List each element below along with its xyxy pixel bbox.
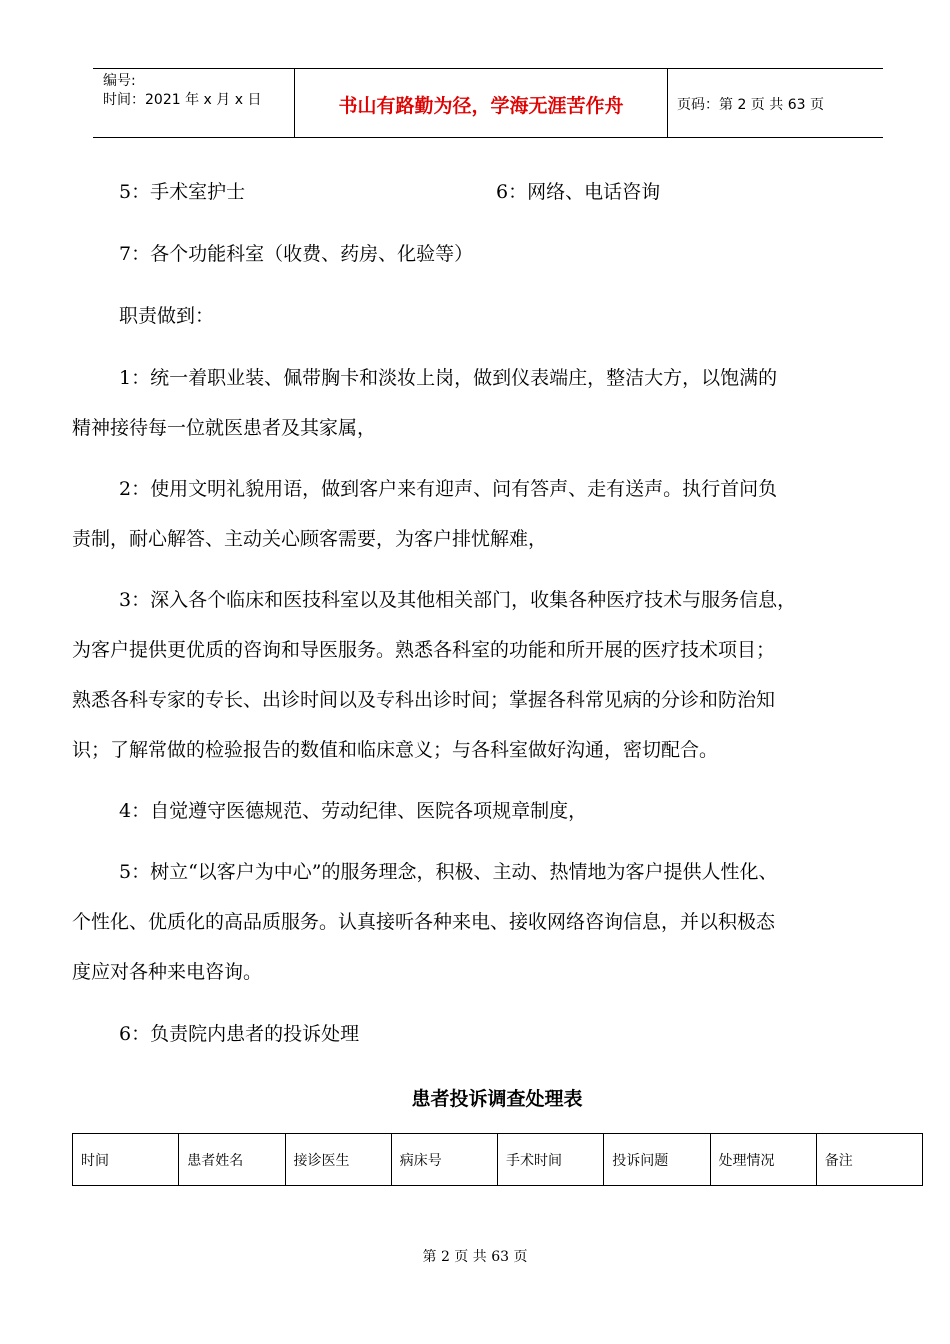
duty-3-line: 熟悉各科专家的专长、出诊时间以及专科出诊时间；掌握各科常见病的分诊和防治知 <box>72 689 776 711</box>
table-header-cell: 病床号 <box>391 1134 497 1186</box>
duty-2-line: 2：使用文明礼貌用语，做到客户来有迎声、问有答声、走有送声。执行首问负 <box>119 478 778 500</box>
table-header-cell: 患者姓名 <box>179 1134 285 1186</box>
table-header-cell: 手术时间 <box>498 1134 604 1186</box>
header-divider <box>667 69 668 137</box>
role-7: 7：各个功能科室（收费、药房、化验等） <box>119 243 474 265</box>
duty-5-line: 5：树立“以客户为中心”的服务理念，积极、主动、热情地为客户提供人性化、 <box>119 861 778 883</box>
header-meta <box>103 72 261 110</box>
duties-heading: 职责做到： <box>119 305 215 327</box>
duty-3-line: 为客户提供更优质的咨询和导医服务。熟悉各科室的功能和所开展的医疗技术项目； <box>72 639 776 661</box>
page-footer: 第 2 页 共 63 页 <box>422 1249 528 1265</box>
duty-6-line: 6：负责院内患者的投诉处理 <box>119 1023 360 1045</box>
duty-4-line: 4：自觉遵守医德规范、劳动纪律、医院各项规章制度， <box>119 800 588 822</box>
header-page-label: 页码：第 2 页 共 63 页 <box>677 97 824 113</box>
header-motto: 书山有路勤为径，学海无涯苦作舟 <box>338 95 624 117</box>
time-label: 时间：2021 年 x 月 x 日 <box>103 92 262 108</box>
table-header-cell: 时间 <box>73 1134 179 1186</box>
duty-1-line: 1：统一着职业装、佩带胸卡和淡妆上岗，做到仪表端庄，整洁大方，以饱满的 <box>119 367 778 389</box>
duty-3-line: 3：深入各个临床和医技科室以及其他相关部门，收集各种医疗技术与服务信息， <box>119 589 797 611</box>
table-header-cell: 备注 <box>816 1134 922 1186</box>
duty-5-line: 度应对各种来电咨询。 <box>72 961 263 983</box>
table-header-row <box>73 1134 923 1186</box>
page-header <box>93 68 883 138</box>
duty-3-line: 识；了解常做的检验报告的数值和临床意义；与各科室做好沟通，密切配合。 <box>72 739 719 761</box>
table-header-cell: 投诉问题 <box>604 1134 710 1186</box>
duty-2-line: 责制，耐心解答、主动关心顾客需要，为客户排忧解难， <box>72 528 548 550</box>
duty-1-line: 精神接待每一位就医患者及其家属， <box>72 417 377 439</box>
duty-5-line: 个性化、优质化的高品质服务。认真接听各种来电、接收网络咨询信息，并以积极态 <box>72 911 776 933</box>
role-5: 5：手术室护士 <box>119 181 246 203</box>
complaint-table <box>72 1133 923 1186</box>
complaint-table-title: 患者投诉调查处理表 <box>411 1088 583 1110</box>
table-header-cell: 接诊医生 <box>285 1134 391 1186</box>
role-6: 6：网络、电话咨询 <box>496 181 661 203</box>
code-label: 编号: <box>103 73 136 89</box>
table-header-cell: 处理情况 <box>710 1134 816 1186</box>
